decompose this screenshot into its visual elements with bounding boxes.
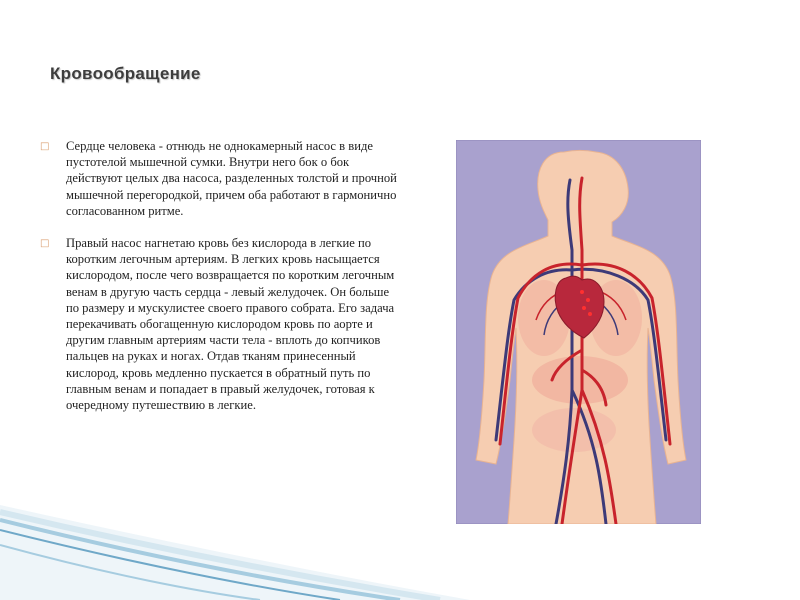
- paragraph-text: Сердце человека - отнюдь не однокамерный насос в виде пустотелой мышечной сумки. Внутри него бок о бок действуют целых два насоса, разделенных толстой и прочной мышечной перегородкой, причем оба работают в гармонично согласованном ритме.: [66, 139, 397, 218]
- bullet-icon: □: [40, 141, 50, 152]
- paragraph-text: Правый насос нагнетаю кровь без кислорода в легкие по коротким легочным артериям. В легких кровь насыщается кислородом, после чего возвращается по коротким легочным венам в другую часть сердца - левый желудочек. Он больше по размеру и мускулистее своего правого собрата. Его задача перекачивать обогащенную кислородом кровь по аорте и другим главным артериям части тела - вплоть до копчиков пальцев на руках и ногах. Отдав тканям принесенный кислород, кровь медленно пускается в обратный путь по главным венам и попадает в правый желудочек, готовая к очередному путешествию в легкие.: [66, 236, 395, 413]
- paragraph-circulation: [40, 235, 405, 413]
- circulatory-system-illustration: [456, 140, 701, 524]
- slide-title: Кровообращение: [50, 64, 201, 83]
- bullet-icon: □: [40, 238, 50, 250]
- paragraph-heart-structure: [40, 138, 405, 219]
- slide-body: [40, 138, 405, 429]
